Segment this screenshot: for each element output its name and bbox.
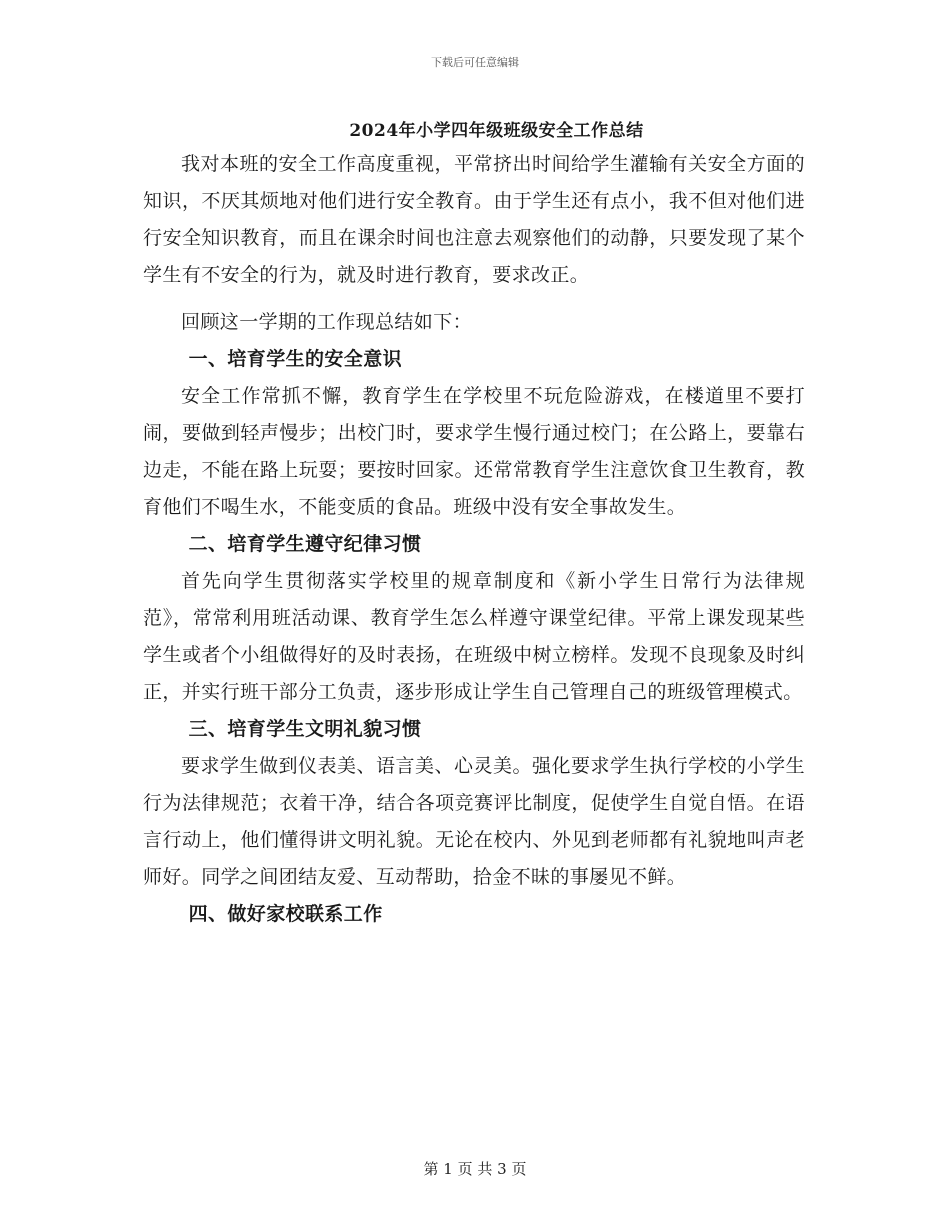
header-note: 下载后可任意编辑: [431, 56, 519, 69]
document-body: [143, 146, 805, 933]
review-paragraph: 回顾这一学期的工作现总结如下：: [181, 311, 473, 333]
section-heading-3: 三、培育学生文明礼貌习惯: [188, 718, 422, 740]
section-heading-1: 一、培育学生的安全意识: [188, 348, 402, 370]
section-paragraph-1: 安全工作常抓不懈，教育学生在学校里不玩危险游戏，在楼道里不要打闹，要做到轻声慢步；出校门时，要求学生慢行通过校门；在公路上，要靠右边走，不能在路上玩耍；要按时回家。还常常教育学生注意饮食卫生教育，教育他们不喝生水，不能变质的食品。班级中没有安全事故发生。: [143, 385, 805, 518]
section-paragraph-2: 首先向学生贯彻落实学校里的规章制度和《新小学生日常行为法律规范》，常常利用班活动课、教育学生怎么样遵守课堂纪律。平常上课发现某些学生或者个小组做得好的及时表扬，在班级中树立榜样。发现不良现象及时纠正，并实行班干部分工负责，逐步形成让学生自己管理自己的班级管理模式。: [143, 570, 805, 703]
page-footer: 第 1 页 共 3 页: [423, 1160, 527, 1178]
section-heading-2: 二、培育学生遵守纪律习惯: [188, 533, 422, 555]
document-title: 2024年小学四年级班级安全工作总结: [349, 121, 644, 141]
intro-paragraph: 我对本班的安全工作高度重视，平常挤出时间给学生灌输有关安全方面的知识，不厌其烦地对他们进行安全教育。由于学生还有点小，我不但对他们进行安全知识教育，而且在课余时间也注意去观察他们的动静，只要发现了某个学生有不安全的行为，就及时进行教育，要求改正。: [143, 153, 805, 286]
section-heading-4: 四、做好家校联系工作: [188, 903, 383, 925]
section-paragraph-3: 要求学生做到仪表美、语言美、心灵美。强化要求学生执行学校的小学生行为法律规范；衣着干净，结合各项竞赛评比制度，促使学生自觉自悟。在语言行动上，他们懂得讲文明礼貌。无论在校内、外见到老师都有礼貌地叫声老师好。同学之间团结友爱、互动帮助，拾金不昧的事屡见不鲜。: [143, 755, 805, 888]
